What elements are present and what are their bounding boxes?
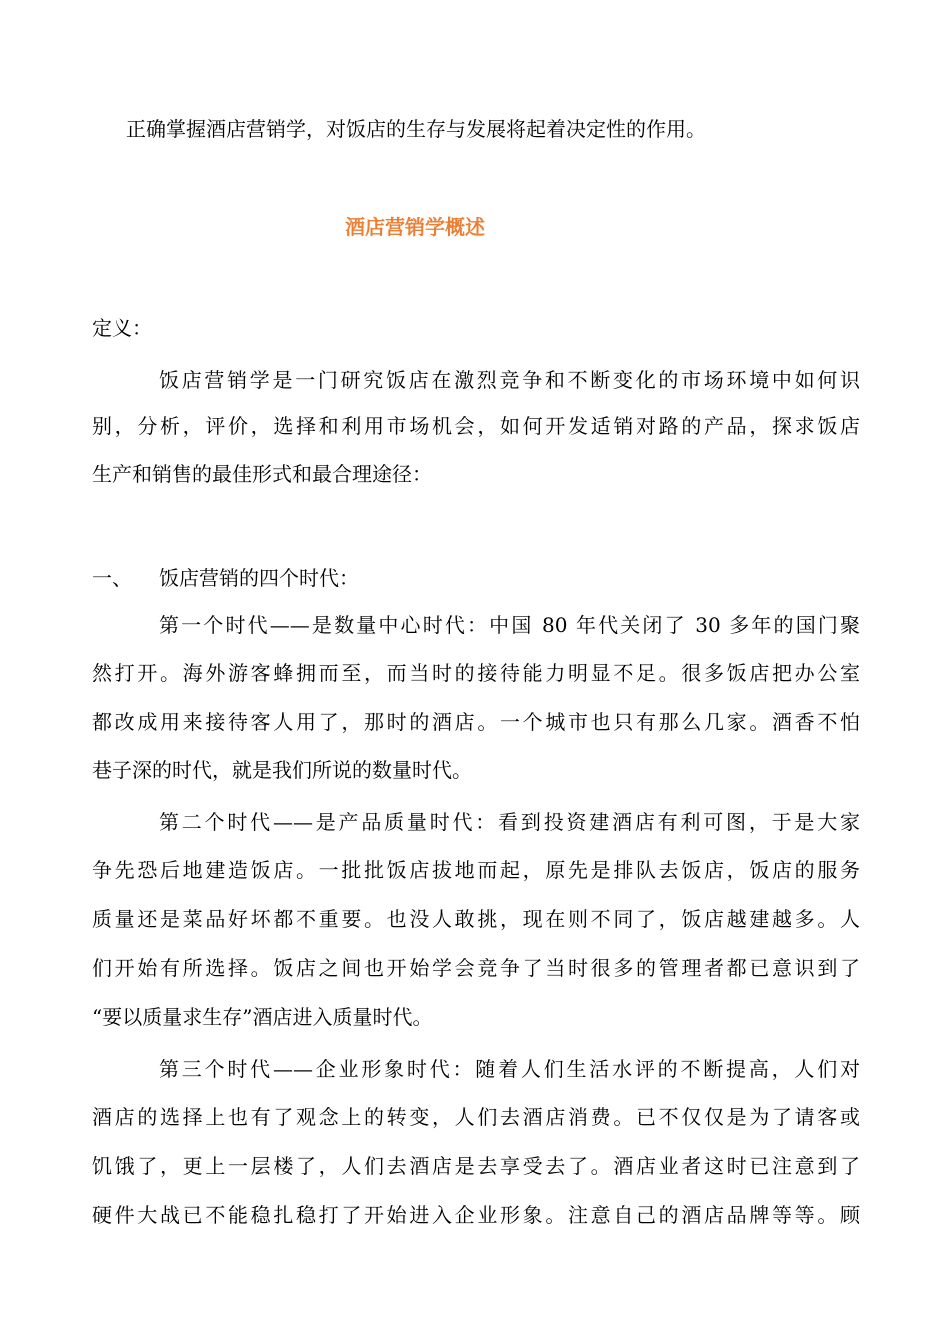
definition-line-3: 生产和销售的最佳形式和最合理途径：	[92, 462, 432, 486]
era3-line-3: 饥饿了，更上一层楼了，人们去酒店是去享受去了。酒店业者这时已注意到了	[92, 1154, 860, 1178]
era2-line-5: “要以质量求生存”酒店进入质量时代。	[92, 1005, 433, 1029]
era2-line-2: 争先恐后地建造饭店。一批批饭店拔地而起，原先是排队去饭店，饭店的服务	[92, 858, 860, 882]
definition-label: 定义：	[92, 316, 152, 340]
era3-line-2: 酒店的选择上也有了观念上的转变，人们去酒店消费。已不仅仅是为了请客或	[92, 1105, 860, 1129]
intro-paragraph: 正确掌握酒店营销学，对饭店的生存与发展将起着决定性的作用。	[126, 117, 706, 141]
definition-line-1: 饭店营销学是一门研究饭店在激烈竞争和不断变化的市场环境中如何识	[159, 368, 860, 392]
era1-line-4: 巷子深的时代，就是我们所说的数量时代。	[92, 758, 472, 782]
era2-line-4: 们开始有所选择。饭店之间也开始学会竞争了当时很多的管理者都已意识到了	[92, 956, 860, 980]
era1-line-1: 第一个时代——是数量中心时代：中国 80 年代关闭了 30 多年的国门聚	[159, 613, 860, 637]
page-title: 酒店营销学概述	[345, 215, 485, 239]
era1-line-3: 都改成用来接待客人用了，那时的酒店。一个城市也只有那么几家。酒香不怕	[92, 710, 860, 734]
era2-line-3: 质量还是菜品好坏都不重要。也没人敢挑，现在则不同了，饭店越建越多。人	[92, 907, 860, 931]
section-number: 一、	[92, 566, 132, 590]
era2-line-1: 第二个时代——是产品质量时代：看到投资建酒店有利可图，于是大家	[159, 810, 860, 834]
section-heading: 饭店营销的四个时代：	[159, 566, 359, 590]
era3-line-4: 硬件大战已不能稳扎稳打了开始进入企业形象。注意自己的酒店品牌等等。顾	[92, 1203, 860, 1227]
definition-line-2: 别，分析，评价，选择和利用市场机会，如何开发适销对路的产品，探求饭店	[92, 414, 860, 438]
era1-line-2: 然打开。海外游客蜂拥而至，而当时的接待能力明显不足。很多饭店把办公室	[92, 661, 860, 685]
era3-line-1: 第三个时代——企业形象时代：随着人们生活水评的不断提高，人们对	[159, 1057, 860, 1081]
